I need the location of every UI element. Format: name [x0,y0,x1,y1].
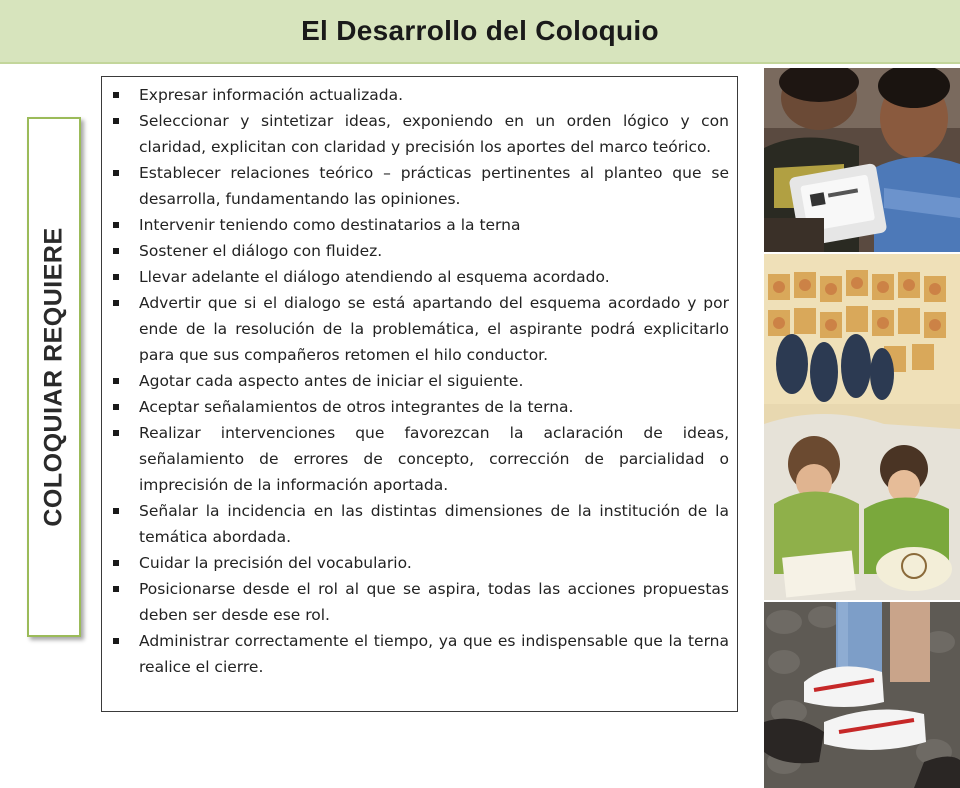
side-label-text: COLOQUIAR REQUIERE [39,227,68,527]
photo-column [764,68,960,720]
list-item: Sostener el diálogo con fluidez. [110,238,729,264]
list-item: Seleccionar y sintetizar ideas, exponiendo en un orden lógico y con claridad, explicitan con claridad y precisión los aportes del marco teórico. [110,108,729,160]
list-item: Señalar la incidencia en las distintas dimensiones de la institución de la temática abordada. [110,498,729,550]
list-item: Posicionarse desde el rol al que se aspira, todas las acciones propuestas deben ser desde ese rol. [110,576,729,628]
requirements-list-box [101,76,738,712]
title-bar [0,0,960,64]
side-label-box [27,117,81,637]
list-item: Establecer relaciones teórico – prácticas pertinentes al planteo que se desarrolla, fundamentando las opiniones. [110,160,729,212]
list-item: Intervenir teniendo como destinatarios a la terna [110,212,729,238]
list-item: Administrar correctamente el tiempo, ya que es indispensable que la terna realice el cierre. [110,628,729,680]
requirements-list [110,82,729,680]
list-item: Cuidar la precisión del vocabulario. [110,550,729,576]
list-item: Realizar intervenciones que favorezcan la aclaración de ideas, señalamiento de errores de concepto, corrección de parcialidad o imprecisión de la información aportada. [110,420,729,498]
list-item: Llevar adelante el diálogo atendiendo al esquema acordado. [110,264,729,290]
slide-title: El Desarrollo del Coloquio [301,15,659,46]
list-item: Advertir que si el dialogo se está apartando del esquema acordado y por ende de la resolución de la problemática, el aspirante podrá explicitarlo para que sus compañeros retomen el hilo conductor. [110,290,729,368]
photo-students-laptop [764,68,960,252]
photo-sneakers [764,602,960,788]
photo-children-drawing [764,254,960,600]
list-item: Aceptar señalamientos de otros integrantes de la terna. [110,394,729,420]
list-item: Expresar información actualizada. [110,82,729,108]
list-item: Agotar cada aspecto antes de iniciar el siguiente. [110,368,729,394]
